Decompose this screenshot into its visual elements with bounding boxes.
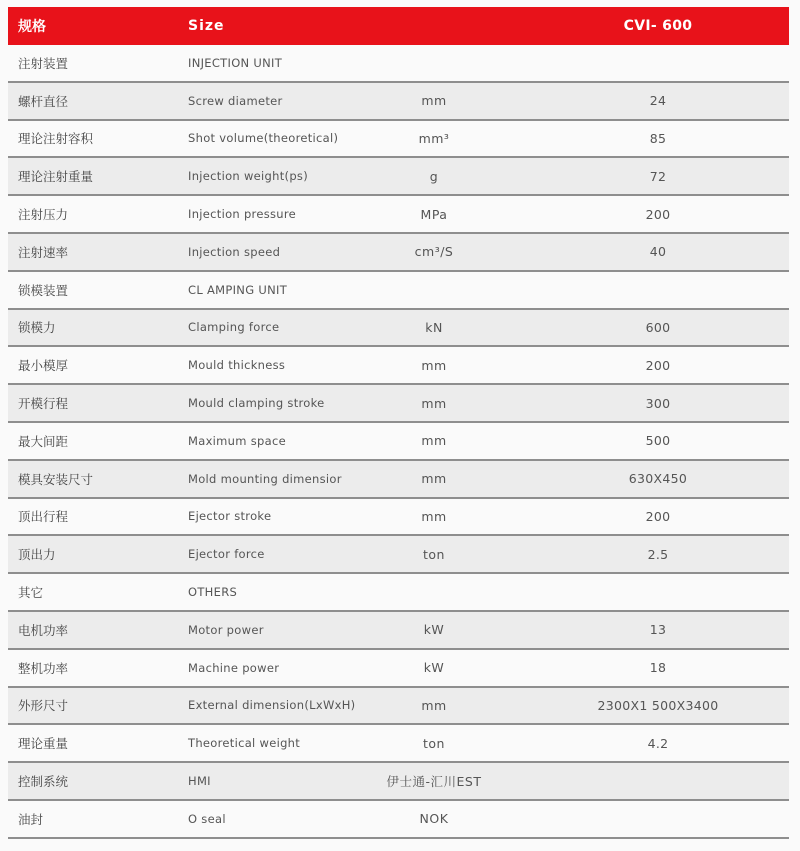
row-en-label: Machine power (188, 660, 280, 675)
row-value: 200 (645, 357, 671, 373)
row-value: 200 (645, 206, 671, 222)
row-unit: mm (421, 93, 447, 109)
table-row (8, 688, 789, 726)
row-en-label: Injection pressure (188, 207, 297, 222)
row-unit: mm (421, 357, 447, 373)
row-value (548, 45, 768, 81)
row-unit: mm³ (418, 130, 450, 146)
table-row (8, 725, 789, 763)
row-cn-label: 螺杆直径 (18, 93, 69, 109)
row-unit: mm (421, 508, 447, 524)
row-en-label: HMI (188, 774, 211, 789)
row-en-label: Theoretical weight (188, 736, 301, 751)
table-row (8, 385, 789, 423)
row-unit: MPa (420, 206, 448, 222)
table-header (8, 7, 789, 45)
row-value: 18 (649, 660, 667, 676)
row-cn-label: 油封 (18, 811, 44, 827)
row-unit: cm³/S (414, 244, 454, 260)
row-en-label: O seal (188, 811, 226, 826)
row-en-label: Mold mounting dimensior (188, 471, 342, 486)
table-row (8, 83, 789, 121)
row-cn-label: 理论注射重量 (18, 169, 94, 185)
row-en-label: Injection speed (188, 244, 281, 259)
row-value: 2.5 (647, 546, 669, 562)
row-cn-label: 注射装置 (18, 55, 69, 71)
row-unit (354, 45, 514, 81)
row-unit: mm (421, 433, 447, 449)
row-unit: 伊士通-汇川EST (386, 774, 482, 790)
row-value: 72 (649, 168, 667, 184)
row-en-label: INJECTION UNIT (188, 55, 283, 70)
row-cn-label: 最大间距 (18, 433, 69, 449)
header-en: Size (188, 18, 225, 34)
table-row (8, 45, 789, 83)
table-row (8, 536, 789, 574)
row-unit (354, 272, 514, 308)
row-cn-label: 顶出行程 (18, 509, 69, 525)
row-value: 500 (645, 433, 671, 449)
table-row (8, 763, 789, 801)
row-en-label: Maximum space (188, 433, 286, 448)
row-value (548, 272, 768, 308)
row-cn-label: 理论注射容积 (18, 131, 94, 147)
row-value: 600 (645, 319, 671, 335)
row-en-label: External dimension(LxWxH) (188, 698, 356, 713)
row-value: 85 (649, 130, 667, 146)
table-row (8, 423, 789, 461)
row-unit: kW (423, 660, 445, 676)
row-cn-label: 其它 (18, 585, 44, 601)
row-unit: ton (423, 735, 445, 751)
row-cn-label: 整机功率 (18, 660, 69, 676)
table-row (8, 612, 789, 650)
row-cn-label: 理论重量 (18, 736, 69, 752)
row-en-label: Screw diameter (188, 93, 283, 108)
row-value: 200 (645, 508, 671, 524)
header-cn: 规格 (18, 19, 46, 35)
table-body (8, 45, 789, 839)
row-cn-label: 控制系统 (18, 774, 69, 790)
row-en-label: Clamping force (188, 320, 280, 335)
row-unit: kW (423, 622, 445, 638)
row-unit: g (429, 168, 439, 184)
table-row (8, 272, 789, 310)
row-en-label: Motor power (188, 622, 264, 637)
row-value: 4.2 (647, 735, 669, 751)
row-value: 13 (649, 622, 667, 638)
row-unit (354, 574, 514, 610)
row-cn-label: 顶出力 (18, 547, 56, 563)
row-value (548, 801, 768, 837)
header-model: CVI- 600 (623, 18, 693, 34)
row-en-label: Mould clamping stroke (188, 396, 325, 411)
row-unit: ton (423, 546, 445, 562)
table-row (8, 310, 789, 348)
row-value: 24 (649, 93, 667, 109)
table-row (8, 196, 789, 234)
table-row (8, 121, 789, 159)
table-row (8, 158, 789, 196)
row-cn-label: 最小模厚 (18, 358, 69, 374)
row-cn-label: 锁模力 (18, 320, 56, 336)
row-value (548, 763, 768, 799)
row-cn-label: 锁模装置 (18, 282, 69, 298)
row-cn-label: 模具安装尺寸 (18, 471, 94, 487)
table-row (8, 461, 789, 499)
row-en-label: CL AMPING UNIT (188, 282, 288, 297)
row-cn-label: 外形尺寸 (18, 698, 69, 714)
row-value (548, 574, 768, 610)
row-cn-label: 注射速率 (18, 244, 69, 260)
row-value: 630X450 (628, 471, 688, 487)
table-row (8, 650, 789, 688)
row-cn-label: 电机功率 (18, 622, 69, 638)
table-row (8, 574, 789, 612)
row-value: 300 (645, 395, 671, 411)
row-unit: kN (425, 319, 443, 335)
table-row (8, 499, 789, 537)
table-row (8, 801, 789, 839)
row-unit: mm (421, 697, 447, 713)
row-cn-label: 注射压力 (18, 207, 69, 223)
row-unit: NOK (419, 811, 449, 827)
table-row (8, 347, 789, 385)
row-unit: mm (421, 395, 447, 411)
table-row (8, 234, 789, 272)
row-value: 40 (649, 244, 667, 260)
row-cn-label: 开模行程 (18, 396, 69, 412)
row-en-label: Injection weight(ps) (188, 169, 308, 184)
row-en-label: Ejector stroke (188, 509, 272, 524)
row-en-label: Shot volume(theoretical) (188, 131, 339, 146)
row-value: 2300X1 500X3400 (597, 697, 719, 713)
row-en-label: OTHERS (188, 585, 238, 600)
row-unit: mm (421, 471, 447, 487)
row-en-label: Mould thickness (188, 358, 286, 373)
row-en-label: Ejector force (188, 547, 265, 562)
spec-table (8, 7, 789, 839)
